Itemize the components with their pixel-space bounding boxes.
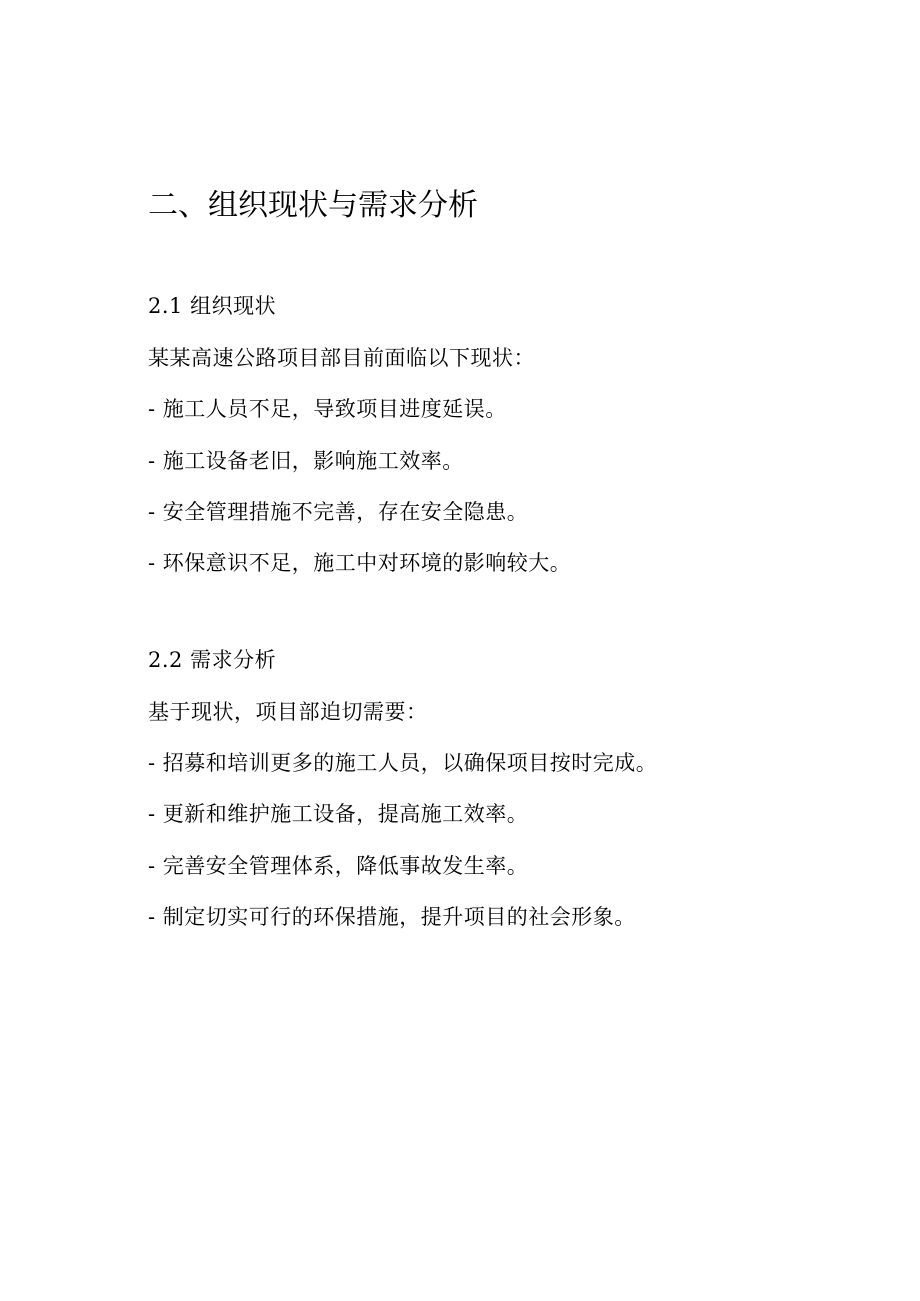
list-item: - 完善安全管理体系，降低事故发生率。 — [148, 854, 529, 878]
list-item: - 制定切实可行的环保措施，提升项目的社会形象。 — [148, 905, 636, 929]
chapter-heading: 二、组织现状与需求分析 — [148, 188, 478, 223]
list-item: - 安全管理措施不完善，存在安全隐患。 — [148, 500, 529, 524]
list-item: - 招募和培训更多的施工人员，以确保项目按时完成。 — [148, 751, 658, 775]
list-item: - 更新和维护施工设备，提高施工效率。 — [148, 802, 529, 826]
section-intro: 某某高速公路项目部目前面临以下现状： — [148, 346, 535, 370]
list-item: - 施工设备老旧，影响施工效率。 — [148, 449, 464, 473]
list-item: - 施工人员不足，导致项目进度延误。 — [148, 397, 507, 421]
section-title: 2.1 组织现状 — [148, 294, 277, 318]
list-item: - 环保意识不足，施工中对环境的影响较大。 — [148, 551, 572, 575]
section-title: 2.2 需求分析 — [148, 648, 277, 672]
section-intro: 基于现状，项目部迫切需要： — [148, 700, 428, 724]
